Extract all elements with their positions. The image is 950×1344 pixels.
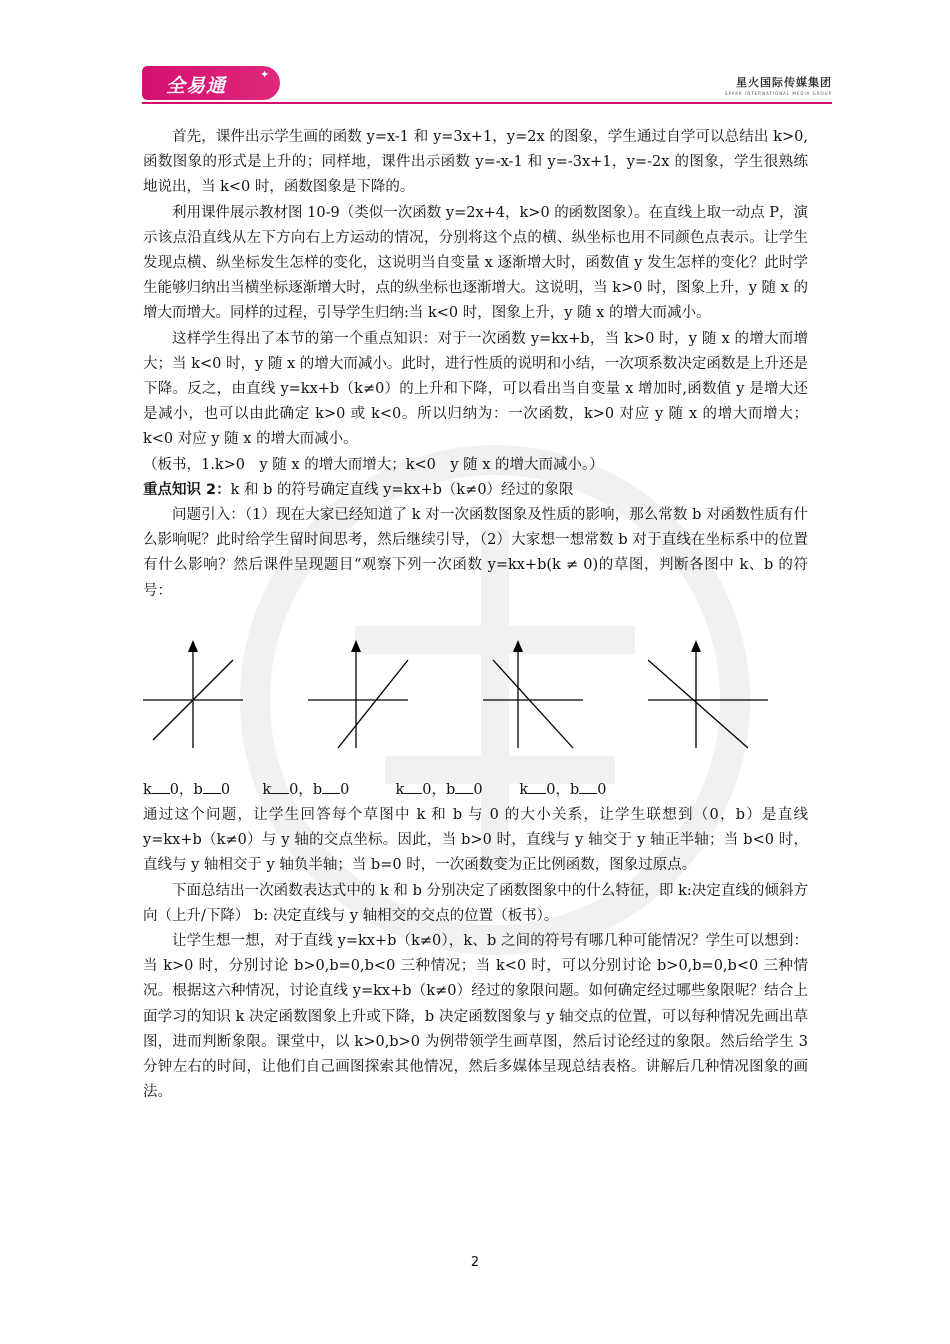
blank-k: k [143, 781, 152, 798]
brand-name: 星火国际传媒集团 [736, 76, 832, 89]
graph-sketch-2 [308, 640, 418, 750]
graph-sketch-1 [143, 640, 253, 750]
graph-sketches [143, 640, 808, 760]
graph-sketch-4 [648, 640, 778, 750]
paragraph: 利用课件展示教材图 10-9（类似一次函数 y=2x+4，k>0 的函数图象）。在直线上取一动点 P，演示该点沿直线从左下方向右上方运动的情况，分别将这个点的横、纵坐标也用不同颜色点表示。让学生发现点横、纵坐标发生怎样的变化，这说明当自变量 x 逐渐增大时，函数值 y 发生怎样的变化？此时学生能够归纳出当横坐标逐渐增大时，点的纵坐标也逐渐增大。这说明，当 k>0 时，图象上升，y 随 x 的增大而增大。同样的过程，引导学生归纳:当 k<0 时，图象上升，y 随 x 的增大而减小。 [143, 204, 808, 322]
paragraph: 让学生想一想，对于直线 y=kx+b（k≠0），k、b 之间的符号有哪几种可能情况？学生可以想到：当 k>0 时，分别讨论 b>0,b=0,b<0 三种情况；当 k<0 时，可以分别讨论 b>0,b=0,b<0 三种情况。根据这六种情况，讨论直线 y=kx+b（k≠0）经过的象限问题。如何确定经过哪些象限呢？结合上面学习的知识 k 决定函数图象上升或下降，b 决定函数图象与 y 轴交点的位置，可以每种情况先画出草图，进而判断象限。课堂中，以 k>0,b>0 为例带领学生画草图，然后讨论经过的象限。然后给学生 3 分钟左右的时间，让他们自己画图探索其他情况，然后多媒体呈现总结表格。讲解后几种情况图象的画法。 [143, 933, 808, 1101]
brand-name-en: SPARK INTERNATIONAL MEDIA GROUP [724, 91, 832, 96]
key-point-text: k 和 b 的符号确定直线 y=kx+b（k≠0）经过的象限 [230, 481, 574, 498]
paragraph: 这样学生得出了本节的第一个重点知识：对于一次函数 y=kx+b，当 k>0 时，y 随 x 的增大而增大；当 k<0 时，y 随 x 的增大而减小。此时，进行性质的说明和小结，一次项系数决定函数是上升还是下降。反之，由直线 y=kx+b（k≠0）的上升和下降，可以看出当自变量 x 增加时,函数值 y 是增大还是减小，也可以由此确定 k>0 或 k<0。所以归纳为：一次函数，k>0 对应 y 随 x 的增大而增大；k<0 对应 y 随 x 的增大而减小。 [143, 330, 808, 448]
header-rule [142, 102, 832, 104]
blank-b: b [193, 781, 203, 798]
paragraph: 通过这个问题，让学生回答每个草图中 k 和 b 与 0 的大小关系，让学生联想到（0，b）是直线 y=kx+b（k≠0）与 y 轴的交点坐标。因此，当 b>0 时，直线与 y 轴交于 y 轴正半轴；当 b<0 时，直线与 y 轴相交于 y 轴负半轴；当 b=0 时，一次函数变为正比例函数，图象过原点。 [143, 807, 808, 874]
sparkle-icon: ✦ [260, 68, 270, 81]
answer-blanks: k 0，b 0 k 0，b 0 k 0，b 0 k 0，b 0 [143, 781, 607, 798]
page-number: 2 [470, 1255, 480, 1270]
document-body [143, 125, 808, 1106]
paragraph: 首先，课件出示学生画的函数 y=x-1 和 y=3x+1，y=2x 的图象，学生通过自学可以总结出 k>0,函数图象的形式是上升的；同样地，课件出示函数 y=-x-1 和 y=-3x+1，y=-2x 的图象，学生很熟练地说出，当 k<0 时，函数图象是下降的。 [143, 129, 808, 196]
key-point-heading [143, 478, 808, 503]
key-point-label: 重点知识 2： [143, 481, 231, 498]
page-header [142, 66, 832, 106]
paragraph: 下面总结出一次函数表达式中的 k 和 b 分别决定了函数图象中的什么特征，即 k:决定直线的倾斜方向（上升/下降） b: 决定直线与 y 轴相交的交点的位置（板书）。 [143, 882, 808, 924]
logo-text: 全易通 [166, 75, 227, 97]
paragraph: （板书，1.k>0 y 随 x 的增大而增大；k<0 y 随 x 的增大而减小。） [143, 456, 604, 473]
logo [142, 66, 280, 100]
paragraph: 问题引入：（1）现在大家已经知道了 k 对一次函数图象及性质的影响，那么常数 b 对函数性质有什么影响呢？此时给学生留时间思考，然后继续引导，（2）大家想一想常数 b 对于直线在坐标系中的位置有什么影响？然后课件呈现题目“观察下列一次函数 y=kx+b(k ≠ 0)的草图，判断各图中 k、b 的符号： [143, 507, 808, 599]
graph-sketch-3 [483, 640, 593, 750]
brand [725, 74, 832, 96]
